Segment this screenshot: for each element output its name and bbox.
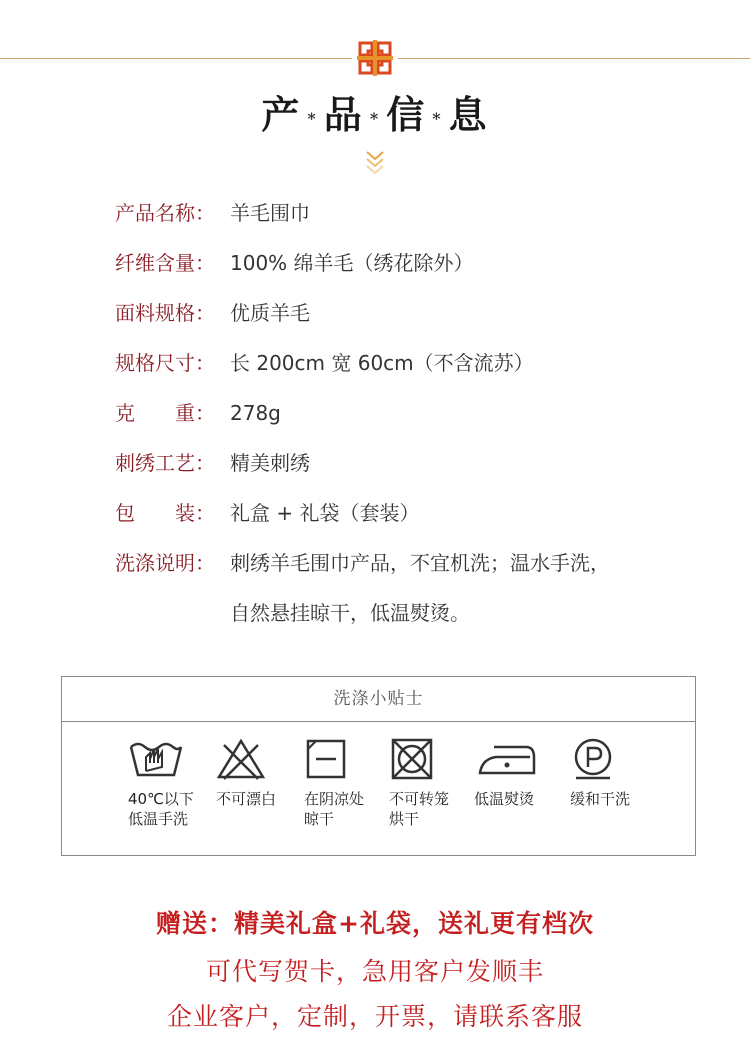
care-item-dry-clean bbox=[570, 737, 660, 809]
info-value: 278g bbox=[230, 401, 281, 425]
info-row-size bbox=[115, 345, 715, 395]
washing-tips-box bbox=[61, 676, 696, 856]
care-item-no-bleach bbox=[216, 737, 306, 809]
info-row-fabric bbox=[115, 295, 715, 345]
info-row-wash bbox=[115, 545, 715, 645]
care-caption-line-2: 晾干 bbox=[304, 810, 335, 828]
info-row-craft bbox=[115, 445, 715, 495]
header-divider-right bbox=[398, 58, 750, 59]
care-caption bbox=[128, 789, 218, 829]
wash-line-2: 自然悬挂晾干，低温熨烫。 bbox=[230, 601, 470, 625]
care-caption bbox=[474, 789, 564, 809]
care-caption-line-1: 40℃以下 bbox=[128, 790, 194, 808]
promo-business-line: 企业客户，定制，开票，请联系客服 bbox=[166, 1002, 583, 1031]
title-char-4: 息 bbox=[448, 92, 489, 137]
care-caption-line-1: 低温熨烫 bbox=[474, 790, 535, 808]
care-caption-line-1: 不可漂白 bbox=[216, 790, 277, 808]
care-caption-line-1: 不可转笼 bbox=[389, 790, 450, 808]
care-caption-line-2: 低温手洗 bbox=[128, 810, 189, 828]
info-value: 优质羊毛 bbox=[230, 301, 310, 325]
title-separator: * bbox=[432, 109, 443, 128]
wash-line-1: 刺绣羊毛围巾产品，不宜机洗；温水手洗， bbox=[230, 551, 610, 575]
info-label: 克 重： bbox=[115, 401, 215, 425]
info-label: 产品名称： bbox=[115, 201, 215, 225]
care-caption-line-1: 在阴凉处 bbox=[304, 790, 365, 808]
info-label: 面料规格： bbox=[115, 301, 215, 325]
chevron-down-icon bbox=[364, 150, 386, 176]
info-label: 纤维含量： bbox=[115, 251, 215, 275]
promo-gift-line: 赠送：精美礼盒+礼袋，送礼更有档次 bbox=[156, 909, 594, 938]
title-char-3: 信 bbox=[386, 92, 427, 137]
care-caption bbox=[389, 789, 479, 829]
title-char-1: 产 bbox=[261, 92, 302, 137]
info-value: 礼盒 + 礼袋（套装） bbox=[230, 501, 420, 525]
care-caption-line-2: 烘干 bbox=[389, 810, 420, 828]
info-label: 洗涤说明： bbox=[115, 551, 215, 575]
info-value: 精美刺绣 bbox=[230, 451, 310, 475]
no-tumble-dry-icon bbox=[389, 737, 435, 781]
info-row-name bbox=[115, 195, 715, 245]
dry-clean-p-icon bbox=[570, 737, 616, 781]
care-item-shade-dry bbox=[304, 737, 394, 829]
info-value: 100% 绵羊毛（绣花除外） bbox=[230, 251, 474, 275]
low-iron-icon bbox=[474, 737, 544, 781]
info-label: 包 装： bbox=[115, 501, 215, 525]
care-item-low-iron bbox=[474, 737, 564, 809]
no-bleach-icon bbox=[216, 737, 266, 781]
header-divider-left bbox=[0, 58, 352, 59]
title-char-2: 品 bbox=[323, 92, 364, 137]
washing-tips-title: 洗涤小贴士 bbox=[62, 677, 695, 722]
care-item-hand-wash bbox=[128, 737, 218, 829]
hand-wash-icon bbox=[128, 737, 184, 781]
title-separator: * bbox=[307, 109, 318, 128]
care-item-no-tumble-dry bbox=[389, 737, 479, 829]
product-info-list bbox=[115, 195, 715, 645]
info-row-fiber bbox=[115, 245, 715, 295]
info-label: 刺绣工艺： bbox=[115, 451, 215, 475]
page-title bbox=[0, 84, 750, 139]
info-value: 羊毛围巾 bbox=[230, 201, 310, 225]
care-caption bbox=[216, 789, 306, 809]
info-row-weight bbox=[115, 395, 715, 445]
knot-emblem-icon bbox=[357, 40, 393, 76]
info-label: 规格尺寸： bbox=[115, 351, 215, 375]
care-caption-line-1: 缓和干洗 bbox=[570, 790, 631, 808]
title-separator: * bbox=[369, 109, 381, 128]
wash-instructions bbox=[230, 538, 610, 638]
shade-dry-icon bbox=[304, 737, 348, 781]
promo-card-line: 可代写贺卡，急用客户发顺丰 bbox=[205, 957, 544, 986]
care-caption bbox=[304, 789, 394, 829]
care-caption bbox=[570, 789, 660, 809]
info-value: 长 200cm 宽 60cm（不含流苏） bbox=[230, 351, 534, 375]
